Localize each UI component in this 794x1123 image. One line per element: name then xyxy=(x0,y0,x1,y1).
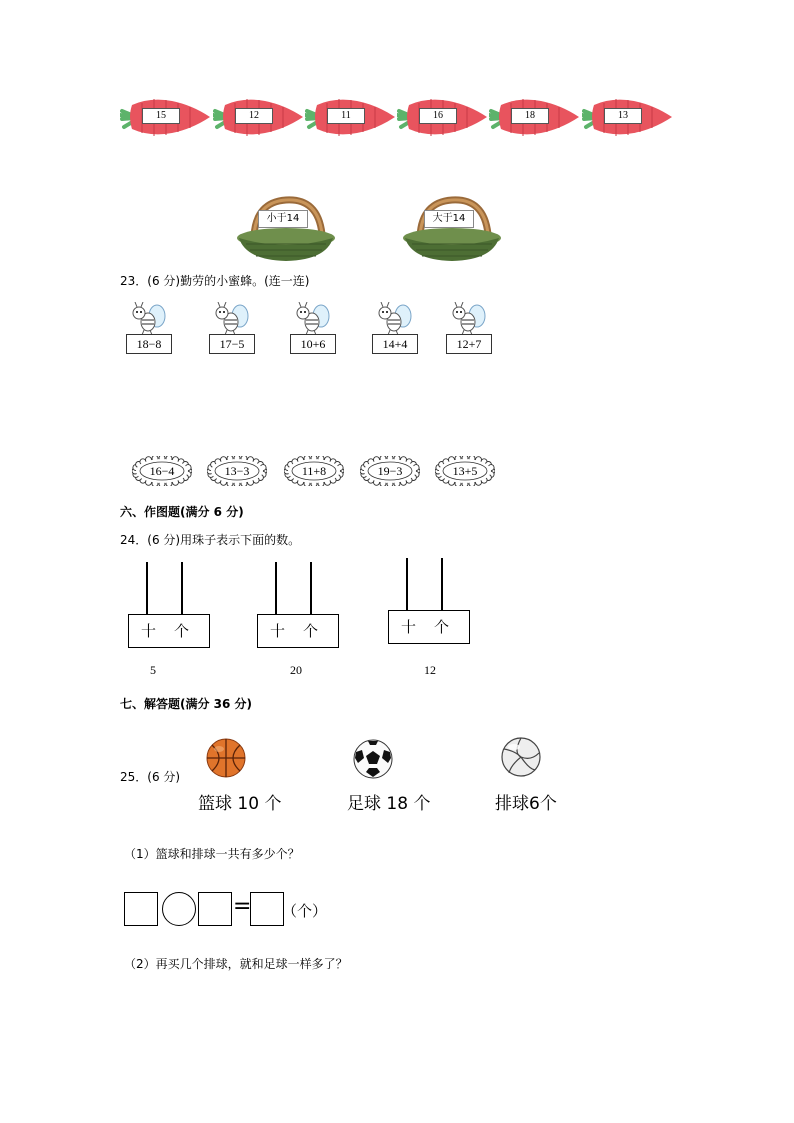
bee-icon xyxy=(446,302,492,336)
tens-rod[interactable] xyxy=(275,562,277,614)
carrot xyxy=(305,95,395,141)
carrot-number: 13 xyxy=(604,108,642,124)
tens-rod[interactable] xyxy=(146,562,148,614)
basket-icon xyxy=(402,194,502,264)
soccer-ball xyxy=(352,738,394,784)
flower-expression: 11+8 xyxy=(301,464,327,478)
carrot-number: 16 xyxy=(419,108,457,124)
bee-expression: 12+7 xyxy=(446,334,492,354)
answer-box-3[interactable] xyxy=(250,892,284,926)
flower-card[interactable] xyxy=(360,456,420,486)
carrot-number: 18 xyxy=(511,108,549,124)
tens-label: 十 xyxy=(401,618,417,636)
answer-box-2[interactable] xyxy=(198,892,232,926)
flower-expression: 19−3 xyxy=(377,464,403,478)
question-24-title: 24．(6 分)用珠子表示下面的数。 xyxy=(120,533,301,547)
basketball-label: 篮球 10 个 xyxy=(198,794,282,814)
carrot xyxy=(397,95,487,141)
ones-label: 个 xyxy=(434,618,450,636)
bee-card[interactable] xyxy=(372,302,418,362)
basket-less-than xyxy=(236,194,336,264)
bee-card[interactable] xyxy=(126,302,172,362)
bee-icon xyxy=(209,302,255,336)
basket-icon xyxy=(236,194,336,264)
unit-label: （个） xyxy=(282,902,328,920)
answer-box-1[interactable] xyxy=(124,892,158,926)
ones-rod[interactable] xyxy=(441,558,443,610)
ones-rod[interactable] xyxy=(181,562,183,614)
basket-label: 小于14 xyxy=(258,210,308,228)
flower-card[interactable] xyxy=(284,456,344,486)
basketball xyxy=(205,737,247,783)
soccer-ball-icon xyxy=(352,738,394,780)
abacus[interactable] xyxy=(257,562,341,654)
question-23-title: 23．(6 分)勤劳的小蜜蜂。(连一连) xyxy=(120,274,310,288)
bee-icon xyxy=(372,302,418,336)
bee-icon xyxy=(290,302,336,336)
volleyball-icon xyxy=(499,735,543,779)
abacus-base xyxy=(128,614,210,648)
ones-label: 个 xyxy=(174,622,190,640)
question-25-sub1: （1）篮球和排球一共有多少个？ xyxy=(124,847,300,861)
ones-rod[interactable] xyxy=(310,562,312,614)
tens-label: 十 xyxy=(141,622,157,640)
operator-circle[interactable] xyxy=(162,892,196,926)
bee-card[interactable] xyxy=(209,302,255,362)
carrot xyxy=(213,95,303,141)
question-25-sub2: （2）再买几个排球，就和足球一样多了？ xyxy=(124,957,348,971)
flower-card[interactable] xyxy=(132,456,192,486)
tens-label: 十 xyxy=(270,622,286,640)
flower-expression: 13−3 xyxy=(224,464,250,478)
carrot xyxy=(582,95,672,141)
abacus-number: 20 xyxy=(290,663,302,677)
equals-sign: = xyxy=(233,894,252,919)
abacus-number: 12 xyxy=(424,663,436,677)
flower-expression: 13+5 xyxy=(452,464,478,478)
basket-label: 大于14 xyxy=(424,210,474,228)
basketball-icon xyxy=(205,737,247,779)
flower-expression: 16−4 xyxy=(149,464,175,478)
carrot xyxy=(120,95,210,141)
abacus-number: 5 xyxy=(150,663,156,677)
section-7-heading: 七、解答题(满分 36 分) xyxy=(120,697,253,711)
ones-label: 个 xyxy=(303,622,319,640)
abacus-base xyxy=(257,614,339,648)
bee-expression: 18−8 xyxy=(126,334,172,354)
volleyball xyxy=(499,735,543,783)
abacus[interactable] xyxy=(128,562,212,654)
bee-card[interactable] xyxy=(290,302,336,362)
carrot-number: 11 xyxy=(327,108,365,124)
bee-expression: 10+6 xyxy=(290,334,336,354)
flower-card[interactable] xyxy=(435,456,495,486)
tens-rod[interactable] xyxy=(406,558,408,610)
bee-card[interactable] xyxy=(446,302,492,362)
section-6-heading: 六、作图题(满分 6 分) xyxy=(120,505,244,519)
bee-expression: 17−5 xyxy=(209,334,255,354)
question-25-title: 25．(6 分) xyxy=(120,770,181,784)
carrot-number: 12 xyxy=(235,108,273,124)
basket-greater-than xyxy=(402,194,502,264)
bee-icon xyxy=(126,302,172,336)
volleyball-label: 排球6个 xyxy=(495,794,557,814)
carrot-number: 15 xyxy=(142,108,180,124)
soccer-ball-label: 足球 18 个 xyxy=(347,794,431,814)
abacus[interactable] xyxy=(388,558,472,650)
bee-expression: 14+4 xyxy=(372,334,418,354)
flower-card[interactable] xyxy=(207,456,267,486)
carrot xyxy=(489,95,579,141)
abacus-base xyxy=(388,610,470,644)
